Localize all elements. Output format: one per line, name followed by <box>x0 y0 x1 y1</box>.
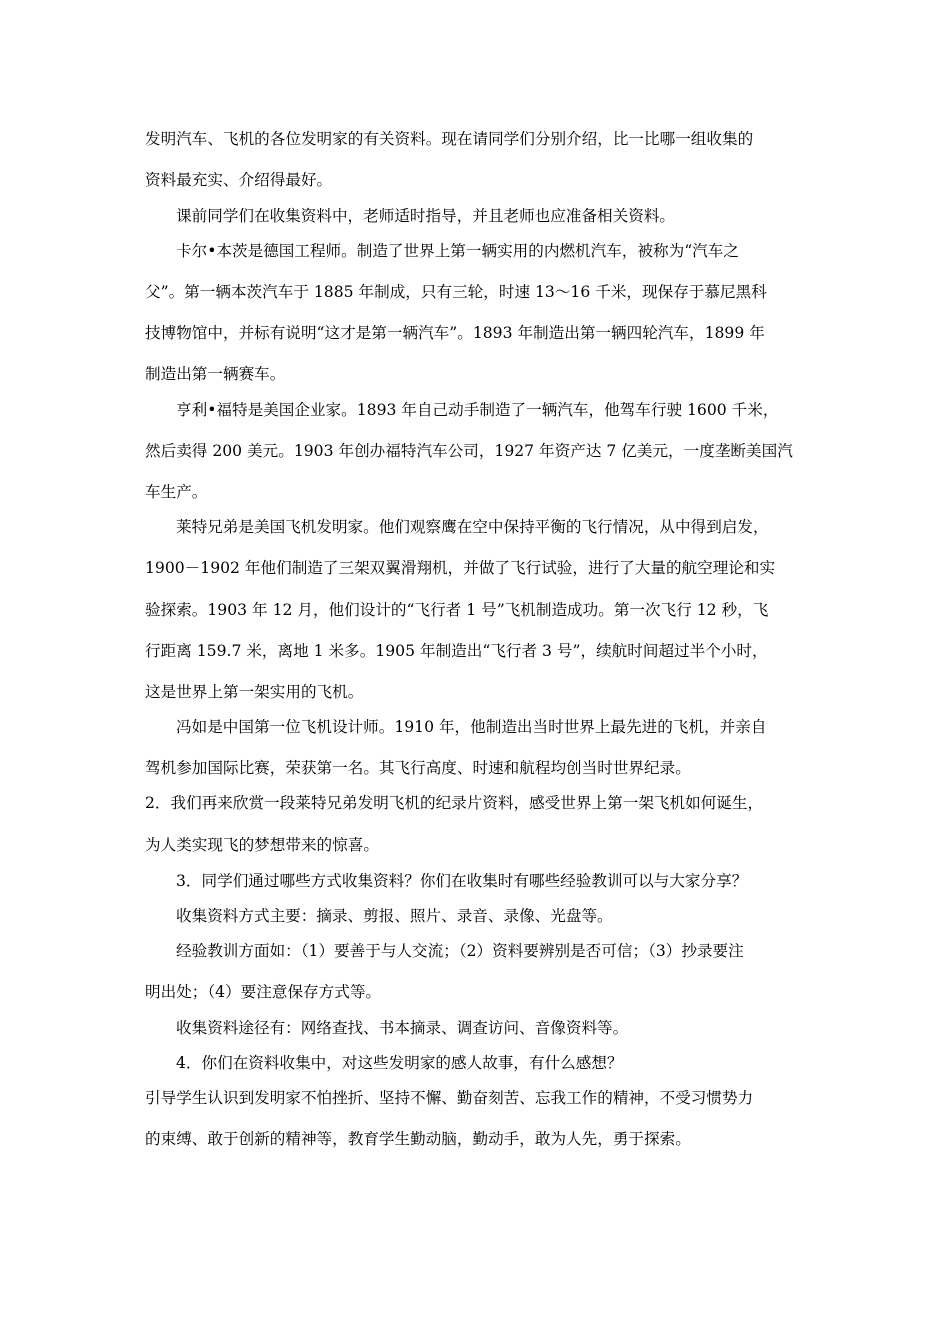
paragraph-line: 父”。第一辆本茨汽车于 1885 年制成，只有三轮，时速 13～16 千米，现保存于慕尼黑科 <box>145 283 767 301</box>
paragraph-line: 莱特兄弟是美国飞机发明家。他们观察鹰在空中保持平衡的飞行情况，从中得到启发， <box>176 518 769 536</box>
paragraph-line: 然后卖得 200 美元。1903 年创办福特汽车公司，1927 年资产达 7 亿美元，一度垄断美国汽 <box>145 442 793 460</box>
paragraph-line: 引导学生认识到发明家不怕挫折、坚持不懈、勤奋刻苦、忘我工作的精神，不受习惯势力 <box>145 1089 754 1107</box>
paragraph-line: 验探索。1903 年 12 月，他们设计的“飞行者 1 号”飞机制造成功。第一次飞行 12 秒，飞 <box>145 601 769 619</box>
paragraph-line: 经验教训方面如：（1）要善于与人交流；（2）资料要辨别是否可信；（3）抄录要注 <box>176 942 744 960</box>
paragraph-line: 收集资料途径有：网络查找、书本摘录、调查访问、音像资料等。 <box>176 1019 629 1037</box>
paragraph-line: 制造出第一辆赛车。 <box>145 365 286 383</box>
paragraph-line: 技博物馆中，并标有说明“这才是第一辆汽车”。1893 年制造出第一辆四轮汽车，1899 年 <box>145 324 765 342</box>
paragraph-line: 课前同学们在收集资料中，老师适时指导，并且老师也应准备相关资料。 <box>176 207 676 225</box>
paragraph-line: 1900－1902 年他们制造了三架双翼滑翔机，并做了飞行试验，进行了大量的航空理论和实 <box>145 559 776 577</box>
paragraph-line: 为人类实现飞的梦想带来的惊喜。 <box>145 836 379 854</box>
paragraph-line: 行距离 159.7 米，离地 1 米多。1905 年制造出“飞行者 3 号”，续航时间超过半个小时， <box>145 642 768 660</box>
paragraph-line: 驾机参加国际比赛，荣获第一名。其飞行高度、时速和航程均创当时世界纪录。 <box>145 759 691 777</box>
paragraph-line: 发明汽车、飞机的各位发明家的有关资料。现在请同学们分别介绍，比一比哪一组收集的 <box>145 130 754 148</box>
paragraph-line: 收集资料方式主要：摘录、剪报、照片、录音、录像、光盘等。 <box>176 907 613 925</box>
paragraph-line: 车生产。 <box>145 483 208 501</box>
paragraph-line: 4．你们在资料收集中，对这些发明家的感人故事，有什么感想？ <box>176 1054 623 1072</box>
paragraph-line: 资料最充实、介绍得最好。 <box>145 171 333 189</box>
paragraph-line: 这是世界上第一架实用的飞机。 <box>145 683 364 701</box>
paragraph-line: 明出处；（4）要注意保存方式等。 <box>145 983 382 1001</box>
paragraph-line: 3．同学们通过哪些方式收集资料？你们在收集时有哪些经验教训可以与大家分享？ <box>176 872 748 890</box>
paragraph-line: 卡尔•本茨是德国工程师。制造了世界上第一辆实用的内燃机汽车，被称为“汽车之 <box>176 242 739 260</box>
paragraph-line: 冯如是中国第一位飞机设计师。1910 年，他制造出当时世界上最先进的飞机，并亲自 <box>176 718 767 736</box>
paragraph-line: 2．我们再来欣赏一段莱特兄弟发明飞机的纪录片资料，感受世界上第一架飞机如何诞生， <box>145 794 764 812</box>
paragraph-line: 的束缚、敢于创新的精神等，教育学生勤动脑，勤动手，敢为人先，勇于探索。 <box>145 1130 691 1148</box>
paragraph-line: 亨利•福特是美国企业家。1893 年自己动手制造了一辆汽车，他驾车行驶 1600 千米， <box>176 401 779 419</box>
